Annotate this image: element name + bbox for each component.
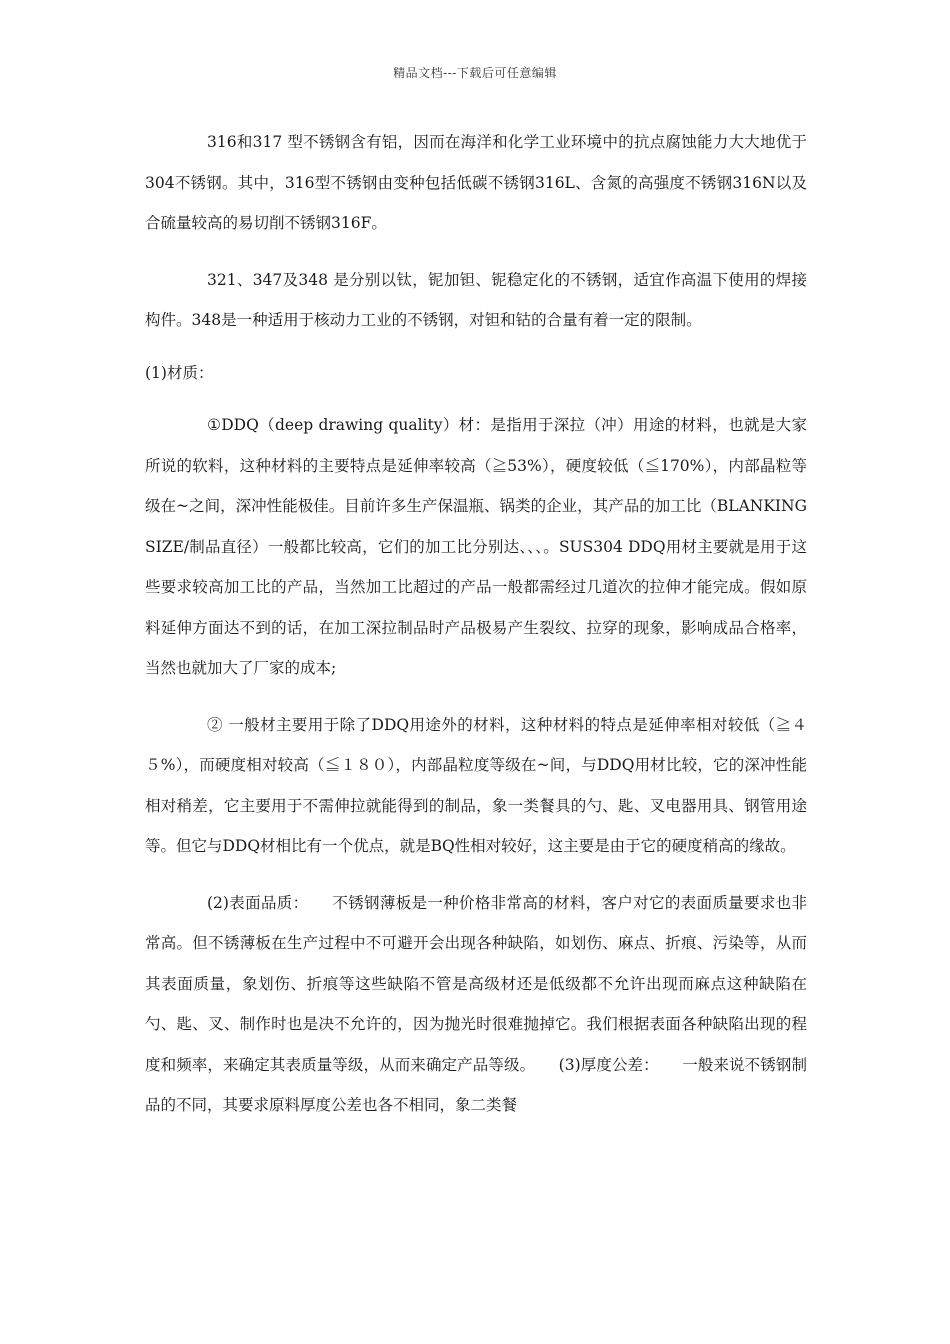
- paragraph-316-317: 316和317 型不锈钢含有铝，因而在海洋和化学工业环境中的抗点腐蚀能力大大地优于304不锈钢。其中，316型不锈钢由变种包括低碳不锈钢316L、含氮的高强度不锈钢316N以及合硫量较高的易切削不锈钢316F。: [145, 133, 807, 232]
- paragraph-general-material: ② 一般材主要用于除了DDQ用途外的材料，这种材料的特点是延伸率相对较低（≧４５%），而硬度相对较高（≦１８０），内部晶粒度等级在~间，与DDQ用材比较，它的深冲性能相对稍差，它主要用于不需伸拉就能得到的制品，象一类餐具的勺、匙、叉电器用具、钢管用途等。但它与DDQ材相比有一个优点，就是BQ性相对较好，这主要是由于它的硬度稍高的缘故。: [145, 715, 807, 855]
- document-body: [145, 122, 807, 1126]
- paragraph-321-347-348: 321、347及348 是分别以钛，铌加钽、铌稳定化的不锈钢，适宜作高温下使用的焊接构件。348是一种适用于核动力工业的不锈钢，对钽和钴的合量有着一定的限制。: [145, 270, 807, 329]
- paragraph-surface-quality: (2)表面品质： 不锈钢薄板是一种价格非常高的材料，客户对它的表面质量要求也非常高。但不锈薄板在生产过程中不可避开会出现各种缺陷，如划伤、麻点、折痕、污染等，从而其表面质量，象划伤、折痕等这些缺陷不管是高级材还是低级都不允许出现而麻点这种缺陷在勺、匙、叉、制作时也是决不允许的，因为抛光时很难抛掉它。我们根据表面各种缺陷出现的程度和频率，来确定其表质量等级，从而来确定产品等级。 (3)厚度公差： 一般来说不锈钢制品的不同，其要求原料厚度公差也各不相同，象二类餐: [145, 893, 807, 1114]
- section-heading-material: (1)材质：: [145, 363, 214, 382]
- paragraph-ddq: ①DDQ（deep drawing quality）材：是指用于深拉（冲）用途的材料，也就是大家所说的软料，这种材料的主要特点是延伸率较高（≧53%），硬度较低（≦170%），内部晶粒等级在~之间，深冲性能极佳。目前许多生产保温瓶、锅类的企业，其产品的加工比（BLANKING SIZE/制品直径）一般都比较高，它们的加工比分别达、、、。SUS304 DDQ用材主要就是用于这些要求较高加工比的产品，当然加工比超过的产品一般都需经过几道次的拉伸才能完成。假如原料延伸方面达不到的话，在加工深拉制品时产品极易产生裂纹、拉穿的现象，影响成品合格率，当然也就加大了厂家的成本;: [145, 416, 807, 677]
- page-header: 精品文档---下载后可任意编辑: [393, 66, 557, 80]
